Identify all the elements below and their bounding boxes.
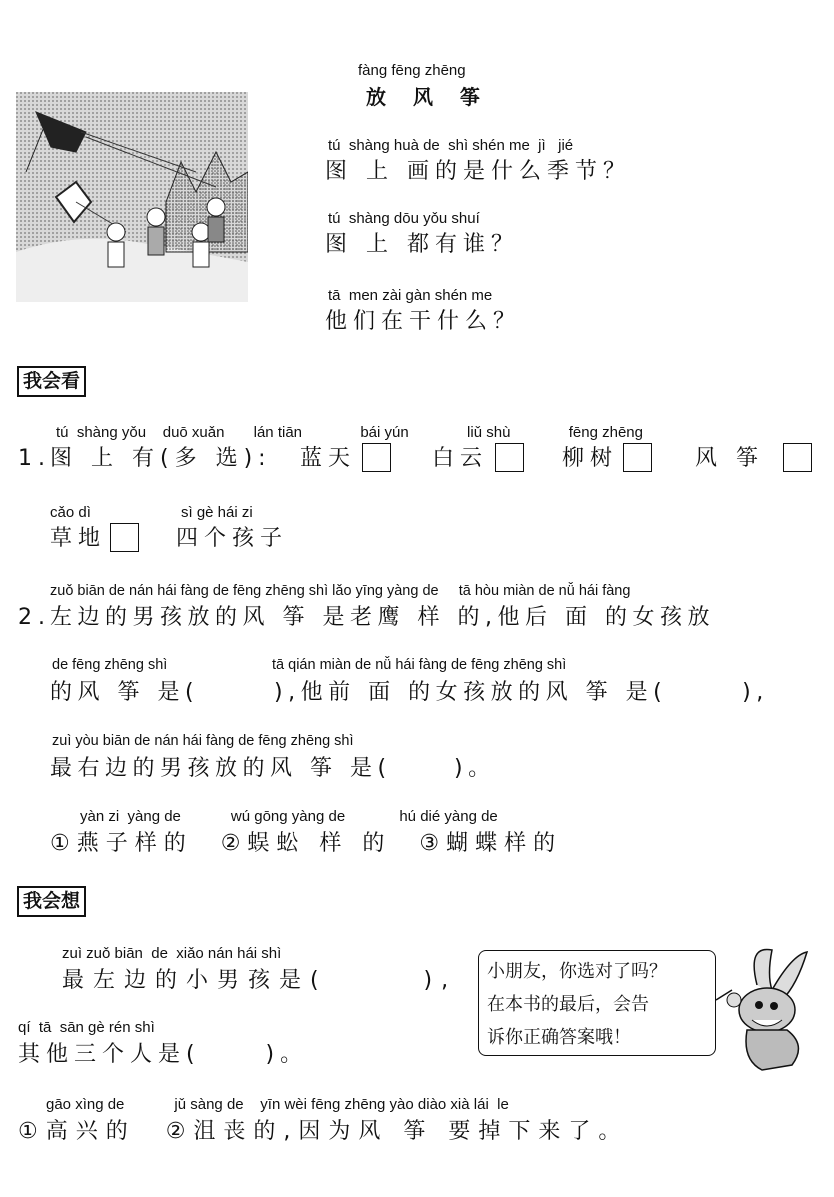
page-title: 放 风 筝 bbox=[366, 85, 490, 109]
q2-choices-pinyin: yàn zi yàng de wú gōng yàng de hú dié yàng de bbox=[80, 808, 498, 825]
q2-pinyin: de fēng zhēng shì tā qián miàn de nǚ hái fàng de fēng zhēng shì bbox=[52, 657, 567, 673]
bubble-line: 在本书的最后，会告 bbox=[487, 994, 649, 1015]
q2-pinyin: zuì yòu biān de nán hái fàng de fēng zhēng shì bbox=[52, 733, 354, 749]
option-label: 草地 bbox=[50, 526, 107, 551]
question-text: 图 上 都有谁？ bbox=[325, 232, 519, 257]
rabbit-mascot-icon bbox=[712, 940, 822, 1080]
option-label: 蓝天 bbox=[300, 446, 357, 471]
option-label: 白云 bbox=[432, 446, 489, 471]
question-pinyin: tú shàng huà de shì shén me jì jié bbox=[328, 137, 574, 154]
question-pinyin: tú shàng dōu yǒu shuí bbox=[328, 210, 480, 227]
q2-text: 最右边的男孩放的风 筝 是( )。 bbox=[50, 756, 496, 781]
speech-bubble bbox=[478, 950, 716, 1056]
q2-choices: ①燕子样的 ②蜈蚣 样 的 ③蝴蝶样的 bbox=[50, 831, 563, 856]
q2-number: 2. bbox=[18, 605, 51, 630]
checkbox-white-clouds[interactable] bbox=[495, 443, 524, 472]
q3-text: 其他三个人是( )。 bbox=[18, 1042, 309, 1067]
question-text: 他们在干什么？ bbox=[325, 309, 522, 334]
q2-text: 左边的男孩放的风 筝 是老鹰 样 的,他后 面 的女孩放 bbox=[50, 605, 715, 630]
q3-choices: ①高兴的 ②沮丧的,因为风 筝 要掉下来了。 bbox=[18, 1119, 629, 1144]
q2-text: 的风 筝 是( ),他前 面 的女孩放的风 筝 是( ), bbox=[50, 680, 769, 705]
bubble-line: 小朋友，你选对了吗？ bbox=[487, 961, 667, 982]
option-label: 四个孩子 bbox=[176, 526, 289, 551]
option-pinyin: cǎo dì bbox=[50, 504, 91, 521]
option-label: 柳树 bbox=[562, 446, 619, 471]
q3-pinyin: zuì zuǒ biān de xiǎo nán hái shì bbox=[62, 945, 282, 962]
q1-stem: 图 上 有(多 选): bbox=[50, 446, 272, 471]
q1-pinyin: tú shàng yǒu duō xuǎn lán tiān bái yún liǔ shù fēng zhēng bbox=[56, 424, 643, 441]
question-pinyin: tā men zài gàn shén me bbox=[328, 287, 493, 304]
checkbox-kite[interactable] bbox=[783, 443, 812, 472]
title-pinyin: fàng fēng zhēng bbox=[358, 62, 466, 79]
question-text: 图 上 画的是什么季节？ bbox=[325, 159, 631, 184]
q3-pinyin: qí tā sān gè rén shì bbox=[18, 1019, 155, 1036]
checkbox-grass[interactable] bbox=[110, 523, 139, 552]
q3-choices-pinyin: gāo xìng de jǔ sàng de yīn wèi fēng zhēng yào diào xià lái le bbox=[46, 1096, 509, 1113]
q2-pinyin: zuǒ biān de nán hái fàng de fēng zhēng shì lǎo yīng yàng de tā hòu miàn de nǚ hái fàng bbox=[50, 583, 631, 599]
section-label-look: 我会看 bbox=[17, 366, 86, 397]
option-label: 风 筝 bbox=[695, 446, 764, 471]
checkbox-willow[interactable] bbox=[623, 443, 652, 472]
section-label-think: 我会想 bbox=[17, 886, 86, 917]
checkbox-blue-sky[interactable] bbox=[362, 443, 391, 472]
option-pinyin: sì gè hái zi bbox=[181, 504, 253, 521]
kite-flying-illustration bbox=[16, 92, 248, 302]
bubble-line: 诉你正确答案哦！ bbox=[487, 1027, 631, 1048]
q3-text: 最左边的小男孩是( ), bbox=[62, 968, 458, 993]
q1-number: 1. bbox=[18, 446, 51, 471]
